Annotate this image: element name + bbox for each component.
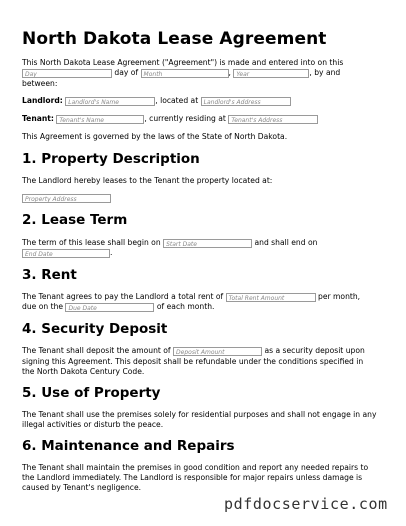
residing-at-text: , currently residing at — [144, 114, 226, 123]
intro-text: This North Dakota Lease Agreement ("Agreement") is made and entered into on this — [22, 58, 344, 67]
comma-text: , — [228, 68, 231, 77]
term-line-1 — [22, 238, 317, 248]
term-period: . — [110, 248, 113, 257]
intro-line-3 — [22, 79, 57, 89]
property-address-field[interactable]: Property Address — [22, 194, 111, 203]
located-at-text: , located at — [155, 96, 199, 105]
between-text: between: — [22, 79, 58, 88]
rent-amount-field[interactable]: Total Rent Amount — [226, 293, 316, 302]
deposit-text-1: The Tenant shall deposit the amount of — [22, 346, 171, 355]
term-text-2: and shall end on — [254, 238, 318, 247]
rent-text-3: due on the — [22, 302, 64, 311]
rent-text-1: The Tenant agrees to pay the Landlord a total rent of — [22, 292, 224, 301]
section-heading-deposit: 4. Security Deposit — [22, 321, 168, 337]
tenant-address-field[interactable]: Tenant's Address — [228, 115, 318, 124]
year-field[interactable]: Year — [233, 69, 309, 78]
rent-text-4: of each month. — [156, 302, 215, 311]
section-heading-term: 2. Lease Term — [22, 212, 128, 228]
intro-line-2 — [22, 68, 340, 78]
tenant-line — [22, 114, 318, 124]
section-heading-property: 1. Property Description — [22, 151, 200, 167]
governed-text: This Agreement is governed by the laws of the State of North Dakota. — [22, 132, 288, 141]
rent-line-2 — [22, 302, 214, 312]
term-text-1: The term of this lease shall begin on — [22, 238, 161, 247]
deposit-amount-field[interactable]: Deposit Amount — [173, 347, 262, 356]
deposit-text-3: signing this Agreement. This deposit shall be refundable under the conditions specified in the North Dakota Century Code. — [22, 356, 364, 376]
deposit-line-1 — [22, 346, 365, 356]
document-title: North Dakota Lease Agreement — [22, 29, 327, 49]
property-address-line — [22, 193, 111, 203]
start-date-field[interactable]: Start Date — [163, 239, 252, 248]
landlord-name-field[interactable]: Landlord's Name — [65, 97, 155, 106]
tenant-name-field[interactable]: Tenant's Name — [56, 115, 144, 124]
by-and-text: , by and — [309, 68, 341, 77]
rent-line-1 — [22, 292, 360, 302]
maintenance-text: The Tenant shall maintain the premises in good condition and report any needed repairs to the Landlord immediately. The Landlord is responsible for major repairs unless damage is caused by Tenant's negligence. — [22, 462, 369, 493]
tenant-label: Tenant: — [22, 114, 54, 123]
use-text: The Tenant shall use the premises solely for residential purposes and shall not engage in any illegal activities or disturb the peace. — [22, 409, 377, 429]
month-field[interactable]: Month — [141, 69, 229, 78]
property-text: The Landlord hereby leases to the Tenant the property located at: — [22, 176, 273, 185]
intro-line-1 — [22, 58, 343, 68]
term-line-2 — [22, 248, 112, 258]
rent-due-date-field[interactable]: Due Date — [65, 303, 154, 312]
section-heading-maintenance: 6. Maintenance and Repairs — [22, 438, 235, 454]
landlord-label: Landlord: — [22, 96, 63, 105]
rent-text-2: per month, — [318, 292, 361, 301]
watermark-text: pdfdocservice.com — [224, 495, 388, 513]
deposit-text-2: as a security deposit upon — [264, 346, 365, 355]
end-date-field[interactable]: End Date — [22, 249, 110, 258]
day-of-text: day of — [114, 68, 139, 77]
section-heading-rent: 3. Rent — [22, 267, 77, 283]
landlord-address-field[interactable]: Landlord's Address — [201, 97, 291, 106]
day-field[interactable]: Day — [22, 69, 112, 78]
landlord-line — [22, 96, 291, 106]
section-heading-use: 5. Use of Property — [22, 385, 161, 401]
